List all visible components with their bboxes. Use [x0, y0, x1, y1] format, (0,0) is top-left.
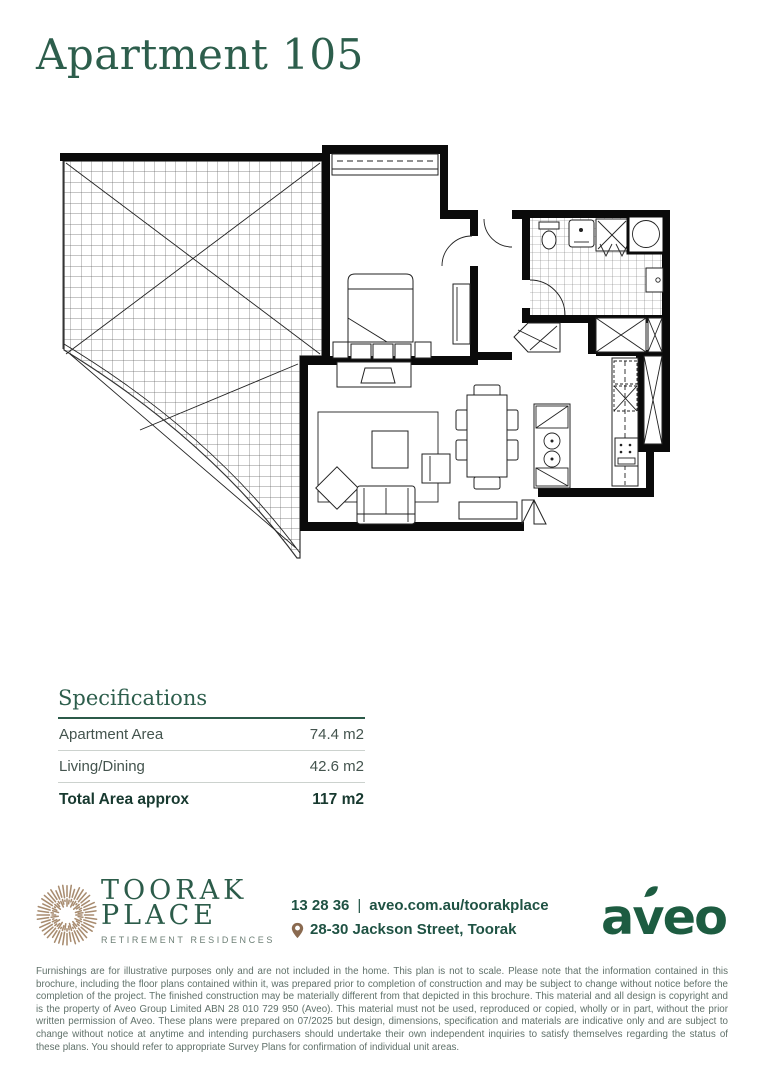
bed-end-bench — [351, 344, 371, 359]
location-pin-icon — [291, 922, 304, 939]
dining-table — [467, 395, 507, 477]
side-table — [422, 454, 450, 483]
sideboard — [459, 502, 517, 519]
bedside-table — [333, 342, 348, 358]
bathtub — [628, 216, 664, 253]
disclaimer-text: Furnishings are for illustrative purposes only and are not included in the home. This plan is not to scale. Please note that the information contained in this brochure, including the floor plans contained within it, was prepared prior to completion of construction and may be subject to change without notice before the completion of the project. The finished construction may be materially different from that depicted in this brochure. This material and all design is copyright and is the property of Aveo Group Limited ABN 28 010 729 950 (Aveo). This material must not be used, reproduced or copied, wholly or in part, without the prior written permission of Aveo. These plans were prepared on 07/2025 but design, dimensions, specification and materials are indicative only and are subject to change without notice at anytime and intending purchasers should undertake their own independent inquiries to satisfy themselves regarding the status of these plans. You should refer to appropriate Survey Plans for confirmation of individual unit areas. — [36, 966, 728, 1053]
dining-chair — [474, 477, 500, 489]
website-url: aveo.com.au/toorakplace — [369, 897, 549, 914]
page-title: Apartment 105 — [36, 30, 364, 79]
shower — [596, 219, 628, 256]
dining-chair — [506, 440, 518, 460]
dining-chair — [456, 410, 468, 430]
terrace-area — [63, 161, 322, 558]
spec-label: Living/Dining — [59, 758, 145, 775]
contact-line-address — [291, 918, 549, 942]
bed — [348, 274, 413, 342]
sofa — [357, 486, 415, 524]
pantry — [514, 323, 560, 352]
entry-door-arc — [484, 219, 512, 247]
floor-plan — [60, 140, 680, 565]
toorak-place-sunburst-icon — [36, 884, 98, 946]
street-address: 28-30 Jackson Street, Toorak — [310, 921, 517, 938]
toorak-place-logo — [101, 875, 275, 945]
bedroom-wardrobe — [453, 284, 470, 344]
phone-number: 13 28 36 — [291, 897, 350, 914]
oven-cooktop — [615, 438, 638, 466]
contact-line-phone-web — [291, 894, 549, 918]
spec-label: Apartment Area — [59, 726, 164, 743]
vanity-sink — [569, 220, 594, 247]
contact-block — [291, 894, 549, 942]
footer — [0, 876, 764, 968]
floor-plan-drawing — [60, 140, 680, 565]
brand-tagline: RETIREMENT RESIDENCES — [101, 935, 275, 945]
tv-unit — [337, 362, 411, 387]
spec-row-living-dining — [58, 751, 365, 783]
aveo-logo — [601, 882, 729, 944]
spec-total-value: 117 m2 — [312, 791, 364, 808]
living-dining — [316, 362, 546, 524]
armchair — [316, 467, 358, 509]
spec-row-total — [58, 783, 365, 809]
kitchen-island — [534, 404, 570, 488]
spec-row-apartment-area — [58, 719, 365, 751]
brand-name-line1: TOORAK — [101, 875, 248, 906]
spec-value: 74.4 m2 — [309, 726, 364, 743]
spec-total-label: Total Area approx — [59, 791, 190, 808]
separator: | — [357, 897, 362, 914]
window-planter — [332, 154, 438, 175]
dining-chair — [456, 440, 468, 460]
wall-cabinet — [646, 268, 663, 292]
dining-chair — [506, 410, 518, 430]
bedroom-door-arc — [442, 236, 472, 266]
specifications-heading: Specifications — [58, 686, 208, 710]
bed-end-bench — [395, 344, 411, 359]
spec-value: 42.6 m2 — [309, 758, 364, 775]
specifications — [58, 686, 365, 809]
brand-name-line2: PLACE — [101, 900, 217, 931]
bedside-table — [415, 342, 431, 358]
coffee-table — [372, 431, 408, 468]
specifications-table — [58, 717, 365, 809]
front-door — [522, 500, 546, 524]
dining-set — [456, 385, 518, 489]
kitchen — [534, 358, 638, 488]
aveo-logo-text: aveo — [601, 887, 727, 944]
bedroom — [332, 154, 472, 359]
bathroom — [530, 216, 664, 315]
bed-end-bench — [373, 344, 393, 359]
